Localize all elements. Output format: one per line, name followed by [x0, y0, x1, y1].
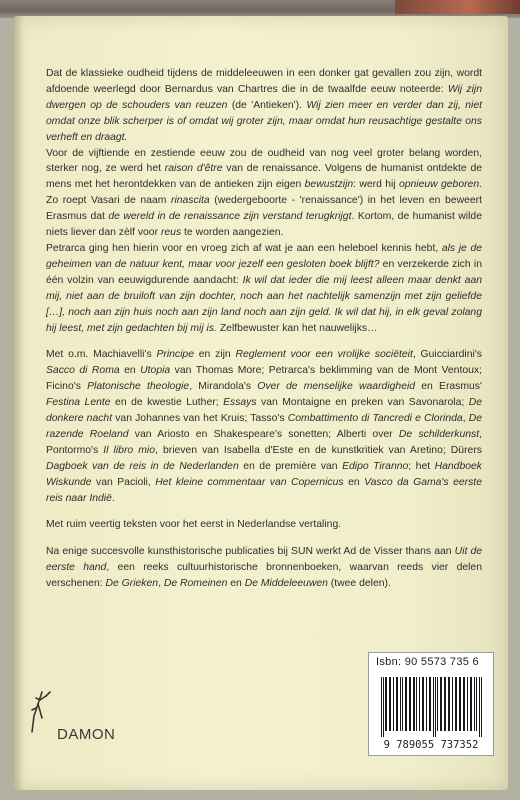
- barcode-bar: [452, 677, 453, 731]
- text-run: , Mirandola's: [189, 381, 258, 393]
- text-run: , een reeks cultuurhistorische bronnenboeken, waarvan reeds vier delen verschenen:: [46, 562, 482, 590]
- barcode-bar: [463, 677, 465, 731]
- text-run: (de 'Antieken').: [227, 99, 307, 111]
- italic-run: De Grieken: [105, 578, 159, 590]
- barcode-bar: [470, 677, 472, 731]
- italic-run: Wij zien meer en verder dan zij, niet omdat onze blik scherper is of omdat wij groter zijn, maar omdat hun reusachtige gestalte ons verheft en draagt.: [46, 99, 482, 143]
- barcode-bar: [402, 677, 403, 731]
- barcode-bar: [435, 677, 436, 737]
- text-run: (twee delen).: [327, 578, 391, 590]
- italic-run: Ik wil dat ieder die mij leest alleen maar denkt aan mij, niet aan de bruiloft van zijn dochter, noch aan het nachtelijk samenzijn met zijn geliefde […], noch aan zijn huis noch aan zijn land noch aan zijn geld. Ik wil dat hij, in elk geval zolang hij leest, met zijn gedachten bij mij is.: [46, 274, 482, 334]
- barcode-bar: [409, 677, 411, 731]
- italic-run: reus: [160, 227, 182, 239]
- text-run: en de kwestie Luther;: [110, 397, 224, 409]
- italic-run: Utopia: [140, 365, 171, 377]
- italic-run: Uit de eerste hand: [46, 546, 482, 574]
- text-run: , Pontormo's: [46, 428, 482, 456]
- italic-run: Handboek Wiskunde: [46, 460, 482, 488]
- barcode-digits: 9 789055 737352: [383, 739, 479, 751]
- blurb-paragraph: [46, 146, 482, 241]
- barcode-bar: [416, 677, 417, 731]
- barcode-bar: [389, 677, 391, 731]
- text-run: van Pacioli,: [91, 476, 156, 488]
- italic-run: Essays: [223, 397, 257, 409]
- barcode-bar: [413, 677, 415, 731]
- text-run: van Ariosto en Shakespeare's sonetten; Alberti over: [128, 428, 399, 440]
- barcode-bar: [467, 677, 468, 731]
- italic-run: Principe: [156, 349, 194, 361]
- barcode-bar: [459, 677, 461, 731]
- italic-run: Vasco da Gama's eerste reis naar Indië: [46, 476, 482, 504]
- italic-run: Het kleine commentaar van Copernicus: [155, 476, 344, 488]
- italic-run: Festina Lente: [46, 397, 111, 409]
- text-run: . Zo roept Vasari de naam: [46, 179, 483, 207]
- barcode-bar: [385, 677, 387, 731]
- text-run: Petrarca ging hen hierin voor en vroeg zich af wat je aan een heleboel kennis hebt,: [46, 242, 442, 254]
- text-run: en verzekerde zich in één volzin van eeuwigdurende aandacht:: [46, 258, 482, 286]
- barcode-bar: [429, 677, 431, 731]
- text-run: en: [227, 578, 245, 590]
- barcode-bar: [448, 677, 450, 731]
- barcode-bar: [405, 677, 407, 731]
- text-run: Dat de klassieke oudheid tijdens de middeleeuwen in een donker gat gevallen zou zijn, wordt afdoende weerlegd door Bernardus van Chartres die in de twaalfde eeuw noteerde:: [46, 68, 482, 95]
- barcode-bar: [426, 677, 427, 731]
- text-run: van Johannes van het Kruis; Tasso's: [112, 413, 288, 425]
- barcode-bar: [455, 677, 457, 731]
- text-run: Na enige succesvolle kunsthistorische publicaties bij SUN werkt Ad de Visser thans aan: [46, 546, 455, 558]
- italic-run: De donkere nacht: [46, 397, 483, 425]
- text-run: : werd hij: [353, 179, 399, 191]
- italic-run: de wereld in de renaissance zijn verstand terugkrijgt: [108, 211, 352, 223]
- text-run: en zijn: [194, 349, 236, 361]
- italic-run: Dagboek van de reis in de Nederlanden: [46, 460, 239, 472]
- italic-run: als je de geheimen van de natuur kent, maar voor jezelf een gesloten boek blijft?: [46, 242, 483, 270]
- barcode-bar: [419, 677, 420, 731]
- text-run: en: [119, 365, 141, 377]
- italic-run: Sacco di Roma: [46, 365, 120, 377]
- blurb-paragraph: [46, 544, 482, 592]
- barcode-bar: [422, 677, 424, 731]
- text-run: , Guicciardini's: [412, 349, 483, 361]
- text-run: .: [111, 492, 115, 504]
- text-run: van Montaigne en preken van Savonarola;: [256, 397, 469, 409]
- italic-run: Wij zijn dwergen op de schouders van reuzen: [46, 83, 483, 111]
- italic-run: opnieuw geboren: [398, 179, 480, 191]
- italic-run: bewustzijn: [304, 179, 354, 191]
- text-run: Met ruim veertig teksten voor het eerst in Nederlandse vertaling.: [46, 519, 342, 531]
- text-run: . Kortom, de humanist wilde niets liever dan zèlf voor: [46, 211, 482, 239]
- text-run: te worden aangezien.: [181, 227, 284, 239]
- text-run: en Erasmus': [415, 381, 482, 393]
- barcode-bar: [440, 677, 442, 731]
- isbn-sticker: [368, 652, 494, 756]
- text-run: van Thomas More; Petrarca's beklimming van de Mont Ventoux; Ficino's: [46, 365, 482, 393]
- barcode-bar: [381, 677, 382, 737]
- italic-run: Over de menselijke waardigheid: [257, 381, 416, 393]
- text-run: ,: [462, 413, 469, 425]
- blurb-text: [46, 66, 482, 592]
- barcode-bar: [474, 677, 475, 731]
- italic-run: Combattimento di Tancredi e Clorinda: [287, 413, 463, 425]
- italic-run: De Middeleeuwen: [244, 578, 328, 590]
- text-run: ; het: [408, 460, 435, 472]
- barcode: [379, 677, 483, 737]
- italic-run: raison d'être: [164, 163, 223, 175]
- italic-run: Reglement voor een vrolijke sociëteit: [235, 349, 413, 361]
- barcode-bar: [476, 677, 477, 731]
- barcode-bar: [433, 677, 434, 737]
- italic-run: rinascita: [170, 195, 210, 207]
- cover-fold-shadow: [14, 16, 24, 790]
- italic-run: De Romeinen: [163, 578, 228, 590]
- barcode-bar: [400, 677, 401, 731]
- italic-run: De razende Roeland: [46, 413, 482, 440]
- publisher-figure-logo-icon: [28, 688, 58, 745]
- blurb-paragraph: [46, 347, 482, 506]
- barcode-bar: [479, 677, 480, 737]
- text-run: Zelfbewuster kan het nauwelijks…: [216, 322, 378, 334]
- blurb-paragraph: [46, 241, 482, 336]
- blurb-paragraph: [46, 517, 482, 533]
- text-run: en: [343, 476, 365, 488]
- text-run: Voor de vijftiende en zestiende eeuw zou de oudheid van nog veel groter belang worden, sterker nog, ze werd het: [46, 147, 482, 175]
- text-run: , brieven van Isabella d'Este en de kunstkritiek van Aretino; Dürers: [155, 444, 482, 456]
- barcode-bar: [481, 677, 482, 737]
- publisher-name: DAMON: [57, 726, 116, 743]
- italic-run: Platonische theologie: [87, 381, 190, 393]
- blurb-paragraph: [46, 66, 482, 146]
- barcode-bar: [383, 677, 384, 737]
- text-run: van de renaissance. Volgens de humanist ontdekte de mens met het herontdekken van de antieken zijn eigen: [46, 163, 483, 191]
- barcode-bar: [437, 677, 438, 731]
- barcode-bar: [444, 677, 446, 731]
- isbn-label: Isbn: 90 5573 735 6: [376, 656, 479, 668]
- spine-red-band: [395, 0, 520, 14]
- italic-run: Edipo Tiranno: [342, 460, 409, 472]
- text-run: Met o.m. Machiavelli's: [46, 349, 157, 361]
- barcode-bar: [393, 677, 394, 731]
- italic-run: De schilderkunst: [398, 428, 480, 440]
- italic-run: Il libro mio: [103, 444, 155, 456]
- text-run: (wedergeboorte - 'renaissance') in het leven en beweert Erasmus dat: [46, 195, 482, 223]
- barcode-bar: [396, 677, 398, 731]
- text-run: en de première van: [238, 460, 343, 472]
- text-run: ,: [158, 578, 164, 590]
